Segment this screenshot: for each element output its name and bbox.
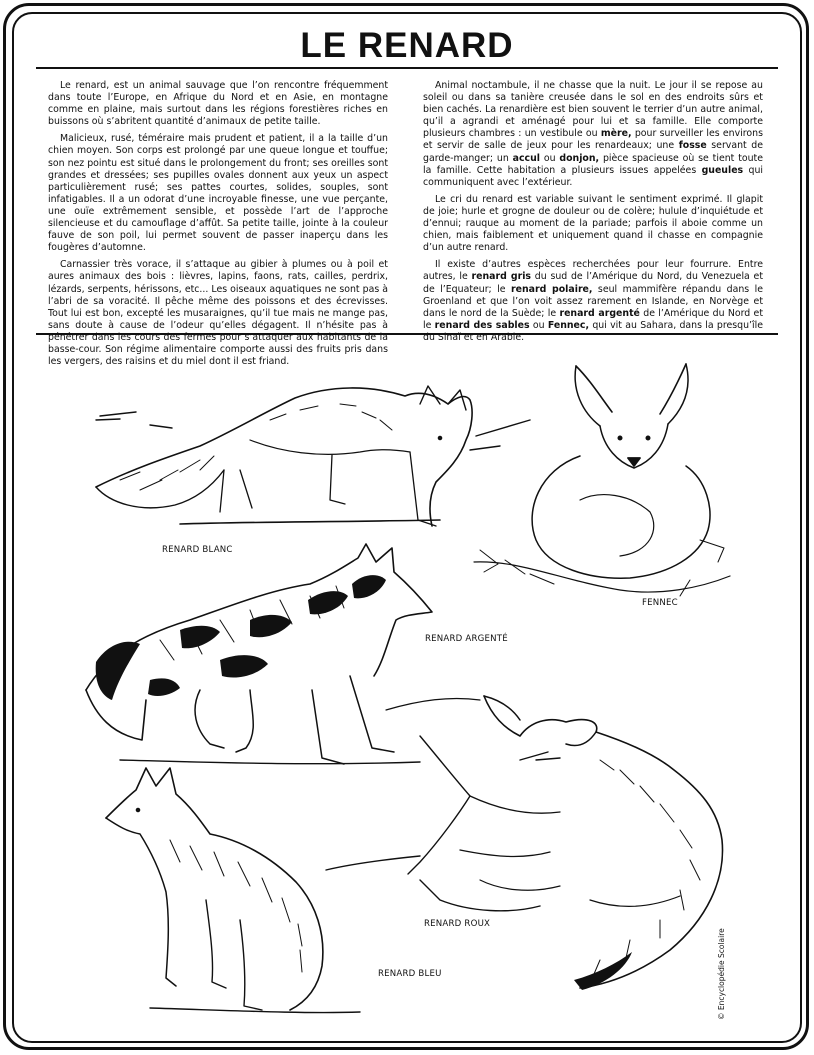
bold-term: Fennec, xyxy=(547,319,590,331)
text-run: de l’Amérique du Nord et le xyxy=(423,307,763,331)
text-run: ou xyxy=(539,152,560,164)
bold-term: accul xyxy=(512,152,540,164)
bold-term: renard argenté xyxy=(559,307,640,319)
text-run: Le cri du renard est variable suivant le sentiment exprimé. Il glapit de joie; hurle et grogne de douleur ou de colère; hulule d’inquiétude et d’ennui; rauque au moment de la pariade; parfois il aboie comme un chien, mais faiblement et uniquement quand il chasse en compagnie d’un autre renard. xyxy=(423,193,763,254)
text-run: pour surveiller les environs et servir de salle de jeux pour les renardeaux; une xyxy=(423,128,763,152)
text-run: qui vit au Sahara, dans la presqu’île du Sinaï et en Arabie. xyxy=(423,319,764,343)
bold-term: donjon, xyxy=(559,152,600,164)
bold-term: renard gris xyxy=(471,271,532,283)
text-run: servant de garde-manger; un xyxy=(423,140,763,164)
illustration-renard-argente xyxy=(86,544,480,764)
bold-term: fosse xyxy=(678,140,707,152)
text-run: du sud de l’Amérique du Nord, du Venezuela et de l’Equateur; le xyxy=(423,271,763,295)
text-run: Il existe d’autres espèces recherchées pour leur fourrure. Entre autres, le xyxy=(423,259,763,283)
bold-term: gueules xyxy=(701,164,744,176)
caption-renard-blanc: RENARD BLANC xyxy=(162,545,233,555)
illustration-renard-blanc xyxy=(96,386,530,526)
text-run: Le renard, est un animal sauvage que l’on rencontre fréquemment dans toute l’Europe, en Afrique du Nord et en Asie, en montagne comme en plaine, mais surtout dans les régions forestières riches en buissons où s’abritent quantité d’animaux de petite taille. xyxy=(48,80,388,128)
renard-argente-fur xyxy=(96,575,386,700)
text-run: Malicieux, rusé, téméraire mais prudent et patient, il a la taille d’un chien moyen. Son corps est prolongé par une queue longue et touffue; son nez pointu est situé dans le prolongement du front; ses oreilles sont grandes et dressées; ses pupilles ovales donnent aux yeux un aspect particulièrement rusé; ses pattes courtes, solides, souples, sont infatigables. Il a un odorat d’une incroyable finesse, une vue perçante, une ouïe extrêmement sensible, et possède l’art de l’approche silencieuse et du camouflage d’affût. Sa petite taille, jointe à la couleur fauve de son poil, lui permet souvent de passer inaperçu dans les fougères d’automne. xyxy=(48,133,388,254)
caption-renard-argente: RENARD ARGENTÉ xyxy=(425,634,508,644)
text-run: ou xyxy=(529,319,548,331)
text-run: Animal noctambule, il ne chasse que la nuit. Le jour il se repose au soleil ou dans sa tanière creusée dans le sol en des endroits sûrs et bien cachés. La renardière est bien souvent le terrier d’un autre animal, qu’il a agrandi et aménagé pour lui et sa famille. Elle comporte plusieurs chambres : un vestibule ou xyxy=(423,80,763,140)
text-run: Carnassier très vorace, il s’attaque au gibier à plumes ou à poil et aures animaux des bois : lièvres, lapins, faons, rats, cailles, perdrix, lézards, serpents, hérissons, etc... Les oiseaux aquatiques ne sont pas à l’abri de sa voracité. Il pêche même des poissons et des écrevisses. Tout lui est bon, excepté les musaraignes, qu’il tue mais ne mange pas, sans doute à cause de l’odeur qu’elles dégagent. Il n’hésite pas à pénétrer dans les cours des fermes pour s’attaquer aux habitants de la basse-cour. Son régime alimentaire comporte aussi des fruits pris dans les vergers, des raisins et du miel dont il est friand. xyxy=(48,259,388,368)
text-run: qui communiquent avec l’extérieur. xyxy=(423,164,763,188)
illustration-fennec xyxy=(474,364,730,596)
illustration-renard-bleu xyxy=(106,768,420,1013)
bold-term: renard polaire, xyxy=(510,283,593,295)
illustration-renard-roux xyxy=(408,696,723,988)
caption-renard-roux: RENARD ROUX xyxy=(424,919,491,929)
copyright-notice: © Encyclopédie Scolaire xyxy=(717,928,726,1020)
renard-roux-tail-tip xyxy=(574,952,632,990)
bold-term: renard des sables xyxy=(434,319,530,331)
text-run: seul mammifère répandu dans le Groenland et que l’on voit assez rarement en Islande, en Norvège et dans le nord de la Suède; le xyxy=(423,283,763,319)
text-run: pièce spacieuse où se tient toute la famille. Cette habitation a plusieurs issues appelées xyxy=(423,152,763,176)
caption-renard-bleu: RENARD BLEU xyxy=(378,969,442,979)
caption-fennec: FENNEC xyxy=(642,598,678,608)
bold-term: mère, xyxy=(600,128,632,140)
page-title: LE RENARD xyxy=(300,26,514,65)
